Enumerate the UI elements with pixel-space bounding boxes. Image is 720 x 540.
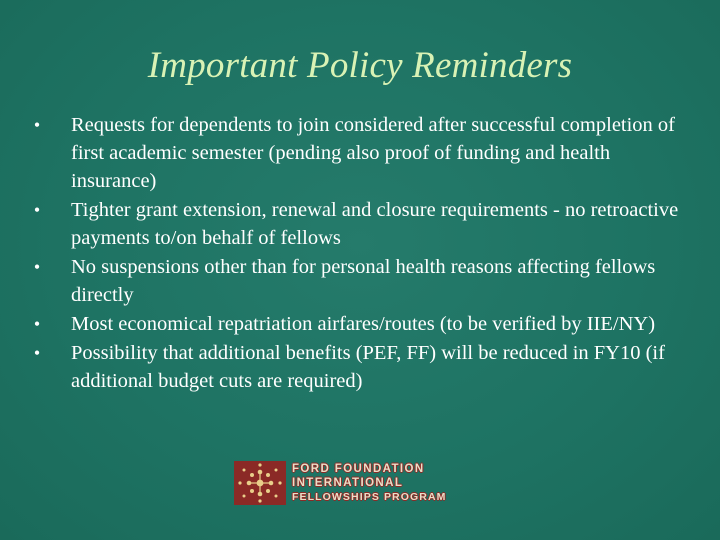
bullet-text: Possibility that additional benefits (PEF, FF) will be reduced in FY10 (if additional budget cuts are required)	[71, 342, 665, 392]
bullet-item	[30, 111, 690, 195]
bullet-text: Tighter grant extension, renewal and closure requirements - no retroactive payments to/on behalf of fellows	[71, 199, 679, 249]
ford-foundation-logo	[234, 461, 482, 505]
bullet-item	[30, 253, 690, 309]
bullet-text: Requests for dependents to join considered after successful completion of first academic semester (pending also proof of funding and health insurance)	[71, 114, 676, 192]
bullet-marker: •	[33, 200, 41, 220]
bullet-marker: •	[33, 115, 41, 135]
bullet-item	[30, 339, 690, 395]
bullet-item	[30, 196, 690, 252]
logo-line-3: FELLOWSHIPS PROGRAM	[292, 491, 447, 503]
bullet-marker: •	[33, 314, 41, 334]
bullet-marker: •	[33, 257, 41, 277]
bullet-item	[30, 310, 690, 338]
bullet-text: Most economical repatriation airfares/routes (to be verified by IIE/NY)	[71, 313, 656, 335]
bullet-marker: •	[33, 343, 41, 363]
logo-line-2: INTERNATIONAL	[292, 477, 404, 489]
slide-title: Important Policy Reminders	[147, 45, 573, 86]
logo-wordmark	[292, 462, 482, 504]
bullet-text: No suspensions other than for personal health reasons affecting fellows directly	[71, 256, 656, 306]
logo-line-1: FORD FOUNDATION	[292, 463, 425, 475]
bullet-list	[30, 111, 690, 396]
ford-foundation-emblem-icon	[234, 461, 286, 505]
